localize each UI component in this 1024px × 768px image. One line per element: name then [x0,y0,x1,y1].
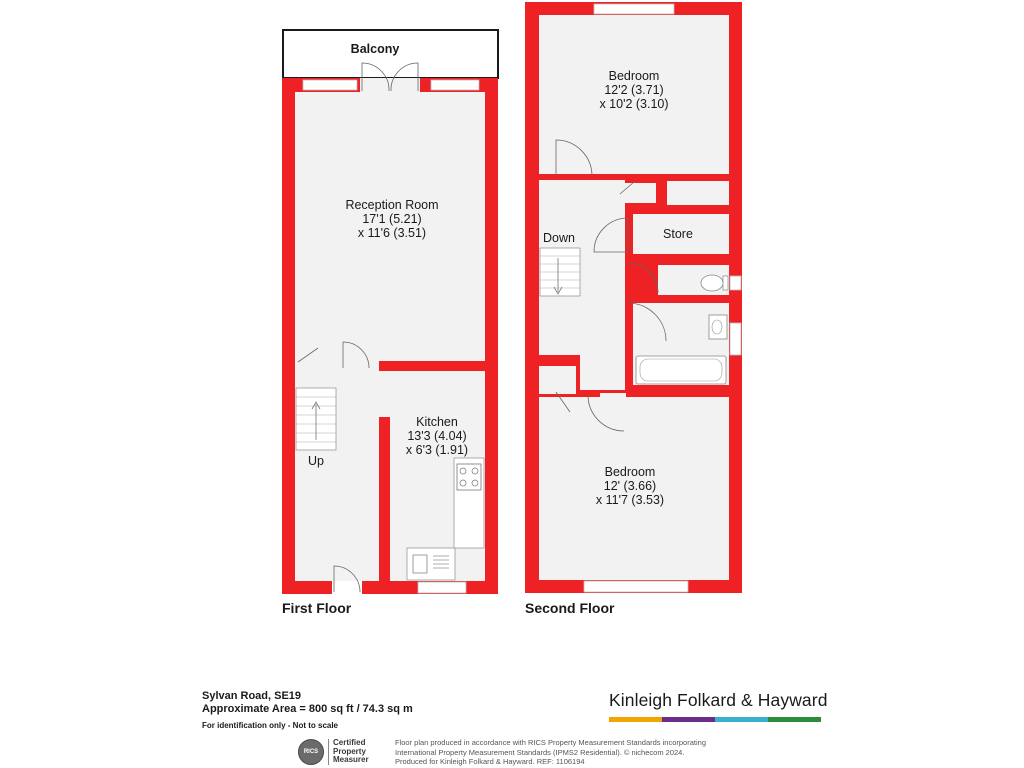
brand-stripe-3 [715,717,768,722]
stairs-up-label: Up [308,454,324,468]
reception-room-dim1: 17'1 (5.21) [362,212,422,226]
badge-line: Certified [333,738,366,748]
bedroom-top-name: Bedroom [608,69,660,83]
reception-room-name: Reception Room [345,198,439,212]
kitchen-doorway-upper [379,371,390,417]
brand-color-stripe [609,717,821,722]
bedroom-bottom-dim1: 12' (3.66) [603,479,657,493]
second-floor-plan [525,2,742,616]
sink-bowl [413,555,427,573]
airing-cupboard-floor [539,366,576,394]
stairs-down [540,248,580,296]
bedroom-top-dim2: x 10'2 (3.10) [599,97,669,111]
kitchen-dim2: x 6'3 (1.91) [405,443,469,457]
bedroom-top-window [594,4,674,14]
stairs-down-label: Down [543,231,575,245]
wardrobe-floor [667,181,729,205]
bedroom-bottom-window [584,581,688,592]
legal-line: Produced for Kinleigh Folkard & Hayward. REF: 1106194 [395,757,585,766]
balcony-window-right [431,80,479,90]
rics-logo: RICS [298,739,324,765]
kitchen-window [418,582,466,593]
agent-name: Kinleigh Folkard & Hayward [609,690,828,710]
wc-window [730,276,741,290]
bath [636,356,726,384]
reception-room-dim2: x 11'6 (3.51) [357,226,427,240]
badge-line: Property [333,746,366,756]
badge-line: Measurer [333,755,369,765]
landing-floor-lower [580,355,625,390]
kitchen-dim1: 13'3 (4.04) [407,429,467,443]
bedroom-bottom-doorway [600,393,626,401]
kitchen-name: Kitchen [416,415,458,429]
stairs-up [296,388,336,450]
second-floor-label: Second Floor [525,600,615,616]
bedroom-bottom-dim2: x 11'7 (3.53) [595,493,665,507]
bathroom-window [730,323,741,355]
hall-opening [295,360,379,370]
balcony-window-left [303,80,357,90]
property-info [202,690,413,732]
first-floor-plan [282,30,498,616]
agent-brand [609,690,828,722]
store-name: Store [663,227,693,241]
rics-badge-text [328,739,369,765]
brand-stripe-4 [768,717,821,722]
address: Sylvan Road, SE19 [202,690,302,702]
balcony-label: Balcony [350,42,400,56]
hob [457,464,481,490]
approximate-area: Approximate Area = 800 sq ft / 74.3 sq m [202,703,413,715]
bedroom-bottom-name: Bedroom [604,465,656,479]
cupboard-floor [600,183,656,203]
brand-stripe-1 [609,717,662,722]
french-door-opening [360,78,420,92]
bedroom-top-dim1: 12'2 (3.71) [604,83,664,97]
legal-line: Floor plan produced in accordance with RICS Property Measurement Standards incorporating [395,738,706,747]
brand-stripe-2 [662,717,715,722]
rics-badge [298,738,388,766]
toilet [701,275,723,291]
legal-line: International Property Measurement Standards (IPMS2 Residential). © nichecom 2024. [395,747,685,757]
front-door-opening [332,581,362,594]
first-floor-label: First Floor [282,600,352,616]
disclaimer-note: For identification only - Not to scale [202,721,339,730]
legal-notice [395,738,735,767]
